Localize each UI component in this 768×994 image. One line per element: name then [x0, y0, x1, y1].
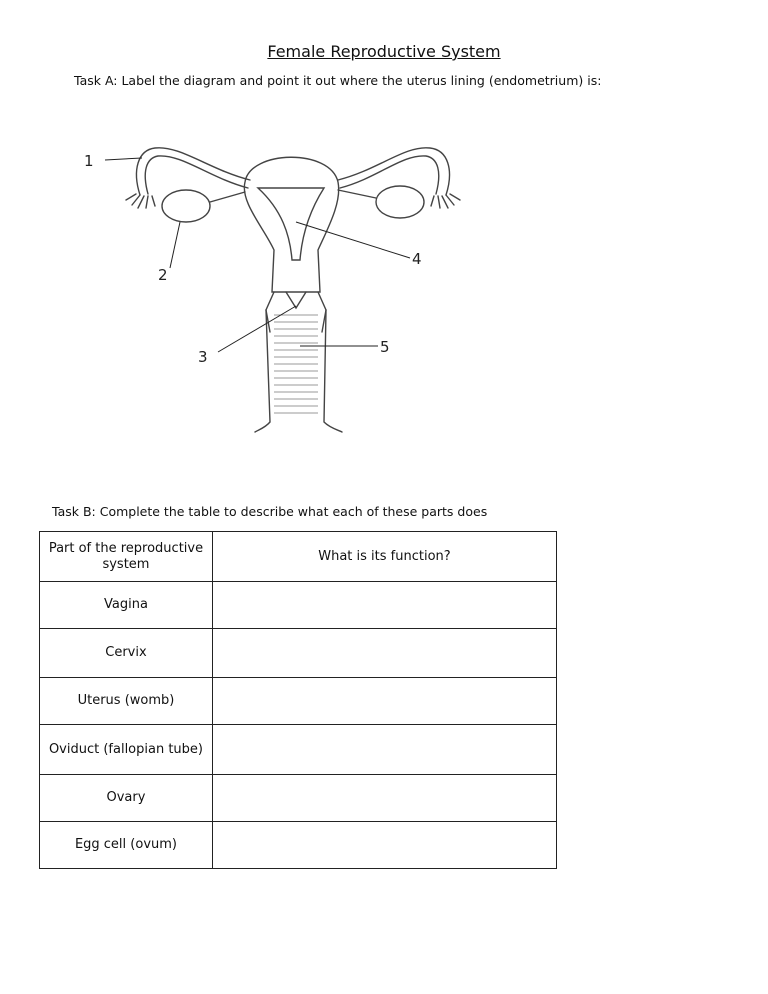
- part-cell: Cervix: [40, 629, 213, 678]
- part-cell: Ovary: [40, 775, 213, 822]
- table-row: [40, 775, 557, 822]
- part-cell: Egg cell (ovum): [40, 822, 213, 869]
- task-b-instructions: Task B: Complete the table to describe what each of these parts does: [52, 504, 488, 519]
- function-cell[interactable]: [212, 678, 556, 725]
- right-oviduct: [338, 148, 449, 195]
- left-oviduct: [136, 148, 250, 195]
- part-cell: Uterus (womb): [40, 678, 213, 725]
- table-row: [40, 629, 557, 678]
- uterus-outline: [244, 157, 338, 292]
- reproductive-system-diagram: [60, 110, 500, 450]
- right-ovary: [376, 186, 424, 218]
- function-cell[interactable]: [212, 822, 556, 869]
- function-table: [39, 531, 557, 869]
- table-row: [40, 678, 557, 725]
- diagram-label-1: 1: [84, 152, 94, 170]
- task-a-instructions: Task A: Label the diagram and point it out where the uterus lining (endometrium) is:: [74, 73, 602, 88]
- diagram-label-5: 5: [380, 338, 390, 356]
- function-cell[interactable]: [212, 725, 556, 775]
- table-row: [40, 822, 557, 869]
- function-cell[interactable]: [212, 582, 556, 629]
- table-header-row: [40, 532, 557, 582]
- header-part: Part of the reproductive system: [40, 532, 213, 582]
- part-cell: Oviduct (fallopian tube): [40, 725, 213, 775]
- page-title: Female Reproductive System: [267, 42, 501, 61]
- function-cell[interactable]: [212, 629, 556, 678]
- part-cell: Vagina: [40, 582, 213, 629]
- table-row: [40, 582, 557, 629]
- uterine-cavity: [258, 188, 324, 260]
- diagram-label-4: 4: [412, 250, 422, 268]
- diagram-label-3: 3: [198, 348, 208, 366]
- table-row: [40, 725, 557, 775]
- header-function: What is its function?: [212, 532, 556, 582]
- function-cell[interactable]: [212, 775, 556, 822]
- left-ovary: [162, 190, 210, 222]
- diagram-label-2: 2: [158, 266, 168, 284]
